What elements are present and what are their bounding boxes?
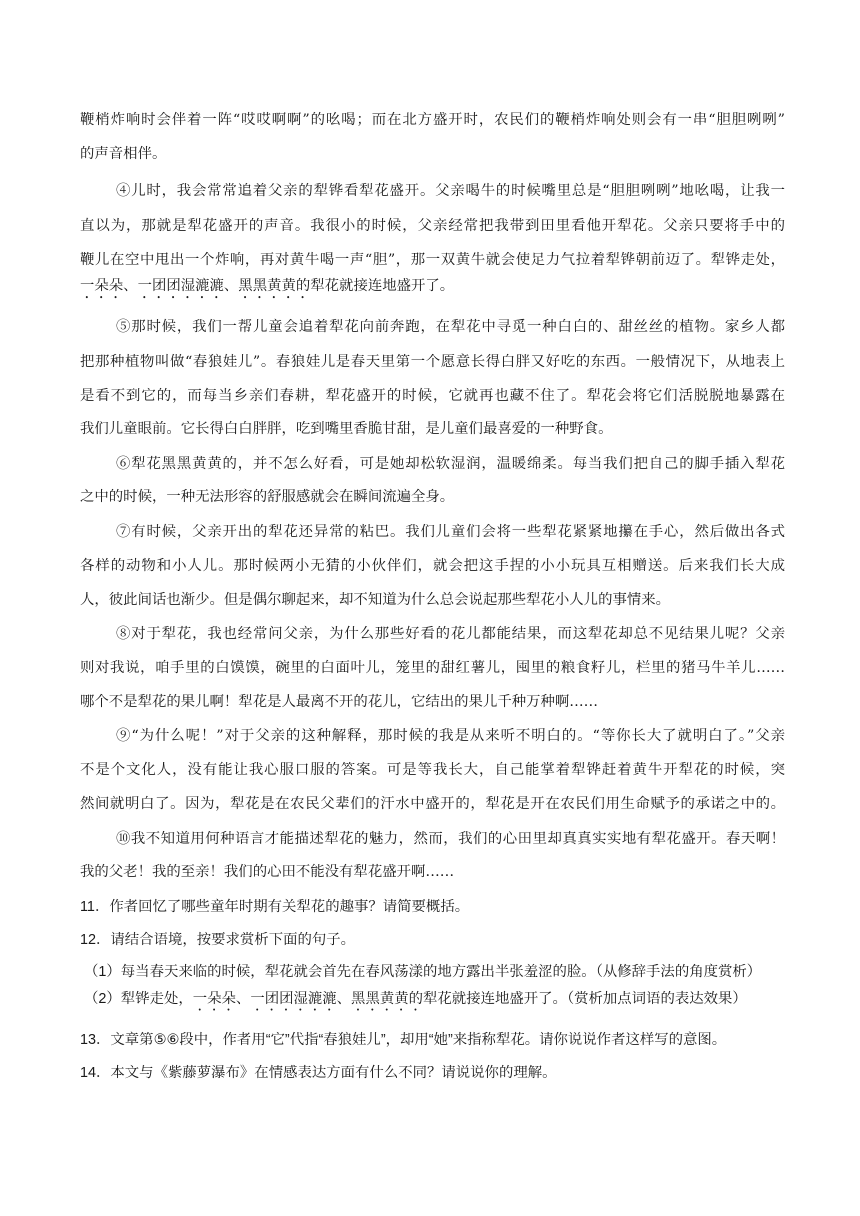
paragraph-line: 鞭梢炸响时会伴着一阵“哎哎啊啊”的吆喝；而在北方盛开时，农民们的鞭梢炸响处则会有一串“胆胆咧咧”	[80, 112, 785, 128]
question-13: 13．文章第⑤⑥段中，作者用“它”代指“春狼娃儿”，却用“她”来指称犁花。请你说说作者这样写的意图。	[80, 1032, 727, 1048]
question-12-1: （1）每当春天来临的时候，犁花就会首先在春风荡漾的地方露出半张羞涩的脸。（从修辞手法的角度赏析）	[84, 964, 762, 980]
paragraph-line: 我的父老！我的至亲！我们的心田不能没有犁花盛开啊……	[80, 864, 455, 880]
question-12-2	[84, 989, 789, 1014]
paragraph-10-line: ⑩我不知道用何种语言才能描述犁花的魅力，然而，我们的心田里却真真实实地有犁花盛开。春天啊！	[116, 831, 785, 847]
paragraph-line: 我们儿童眼前。它长得白白胖胖，吃到嘴里香脆甘甜，是儿童们最喜爱的一种野食。	[80, 421, 613, 437]
paragraph-4-line: ④儿时，我会常常追着父亲的犁铧看犁花盛开。父亲喝牛的时候嘴里总是“胆胆咧咧”地吆喝，让我一	[116, 183, 785, 199]
paragraph-line: 哪个不是犁花的果儿啊！犁花是人最离不开的花儿，它结出的果儿千种万种啊……	[80, 694, 599, 710]
paragraph-line: 则对我说，咱手里的白馍馍，碗里的白面叶儿，笼里的甜红薯儿，囤里的粮食籽儿，栏里的猪马牛羊儿……	[80, 660, 785, 676]
paragraph-line: 鞭儿在空中甩出一个炸响，再对黄牛喝一声“胆”，那一双黄牛就会使足力气拉着犁铧朝前迈了。犁铧走处，	[80, 252, 785, 268]
paragraph-line: 之中的时候，一种无法形容的舒服感就会在瞬间流遍全身。	[80, 489, 455, 505]
paragraph-line: 是看不到它的，而每当乡亲们春耕，犁花盛开的时候，它就再也藏不住了。犁花会将它们活脱脱地暴露在	[80, 388, 785, 404]
plain-text: 犁花就接连地盛开了。	[310, 278, 455, 294]
question-12-2-tail: 犁花就接连地盛开了。（赏析加点词语的表达效果）	[423, 991, 747, 1007]
paragraph-line: 不是个文化人，没有能让我心服口服的答案。可是等我长大，自己能掌着犁铧赶着黄牛开犁花的时候，突	[80, 762, 785, 778]
dotted-emphasis-phrase: 一朵朵、一团团湿漉漉、黑黑黄黄的	[80, 278, 311, 294]
paragraph-line: 的声音相伴。	[80, 146, 167, 162]
paragraph-9-line: ⑨“为什么呢！”对于父亲的这种解释，那时候的我是从来听不明白的。“等你长大了就明白了。”父亲	[116, 728, 785, 744]
paragraph-7-line: ⑦有时候，父亲开出的犁花还异常的粘巴。我们儿童们会将一些犁花紧紧地攥在手心，然后做出各式	[116, 524, 785, 540]
paragraph-line: 把那种植物叫做“春狼娃儿”。春狼娃儿是春天里第一个愿意长得白胖又好吃的东西。一般情况下，从地表上	[80, 354, 785, 370]
paragraph-line	[80, 276, 785, 302]
paragraph-5-line: ⑤那时候，我们一帮儿童会追着犁花向前奔跑，在犁花中寻觅一种白白的、甜丝丝的植物。家乡人都	[116, 319, 785, 335]
question-14: 14．本文与《紫藤萝瀑布》在情感表达方面有什么不同？请说说你的理解。	[80, 1065, 557, 1081]
dotted-emphasis-phrase: 一朵朵、一团团湿漉漉、黑黑黄黄的	[192, 991, 424, 1007]
paragraph-line: 人，彼此间话也渐少。但是偶尔聊起来，却不知道为什么总会说起那些犁花小人儿的事情来。	[80, 592, 671, 608]
question-11: 11．作者回忆了哪些童年时期有关犁花的趣事？请简要概括。	[80, 899, 470, 915]
paragraph-line: 直以为，那就是犁花盛开的声音。我很小的时候，父亲经常把我带到田里看他开犁花。父亲只要将手中的	[80, 218, 785, 234]
question-12-2-lead: （2）犁铧走处，	[84, 991, 193, 1007]
question-12: 12．请结合语境，按要求赏析下面的句子。	[80, 932, 356, 948]
paragraph-line: 各样的动物和小人儿。那时候两小无猜的小伙伴们，就会把这手捏的小小玩具互相赠送。后来我们长大成	[80, 558, 785, 574]
paragraph-8-line: ⑧对于犁花，我也经常问父亲，为什么那些好看的花儿都能结果，而这犁花却总不见结果儿呢？父亲	[116, 626, 785, 642]
paragraph-6-line: ⑥犁花黑黑黄黄的，并不怎么好看，可是她却松软湿润，温暖绵柔。每当我们把自己的脚手插入犁花	[116, 456, 785, 472]
paragraph-line: 然间就明白了。因为，犁花是在农民父辈们的汗水中盛开的，犁花是开在农民们用生命赋予的承诺之中的。	[80, 796, 785, 812]
